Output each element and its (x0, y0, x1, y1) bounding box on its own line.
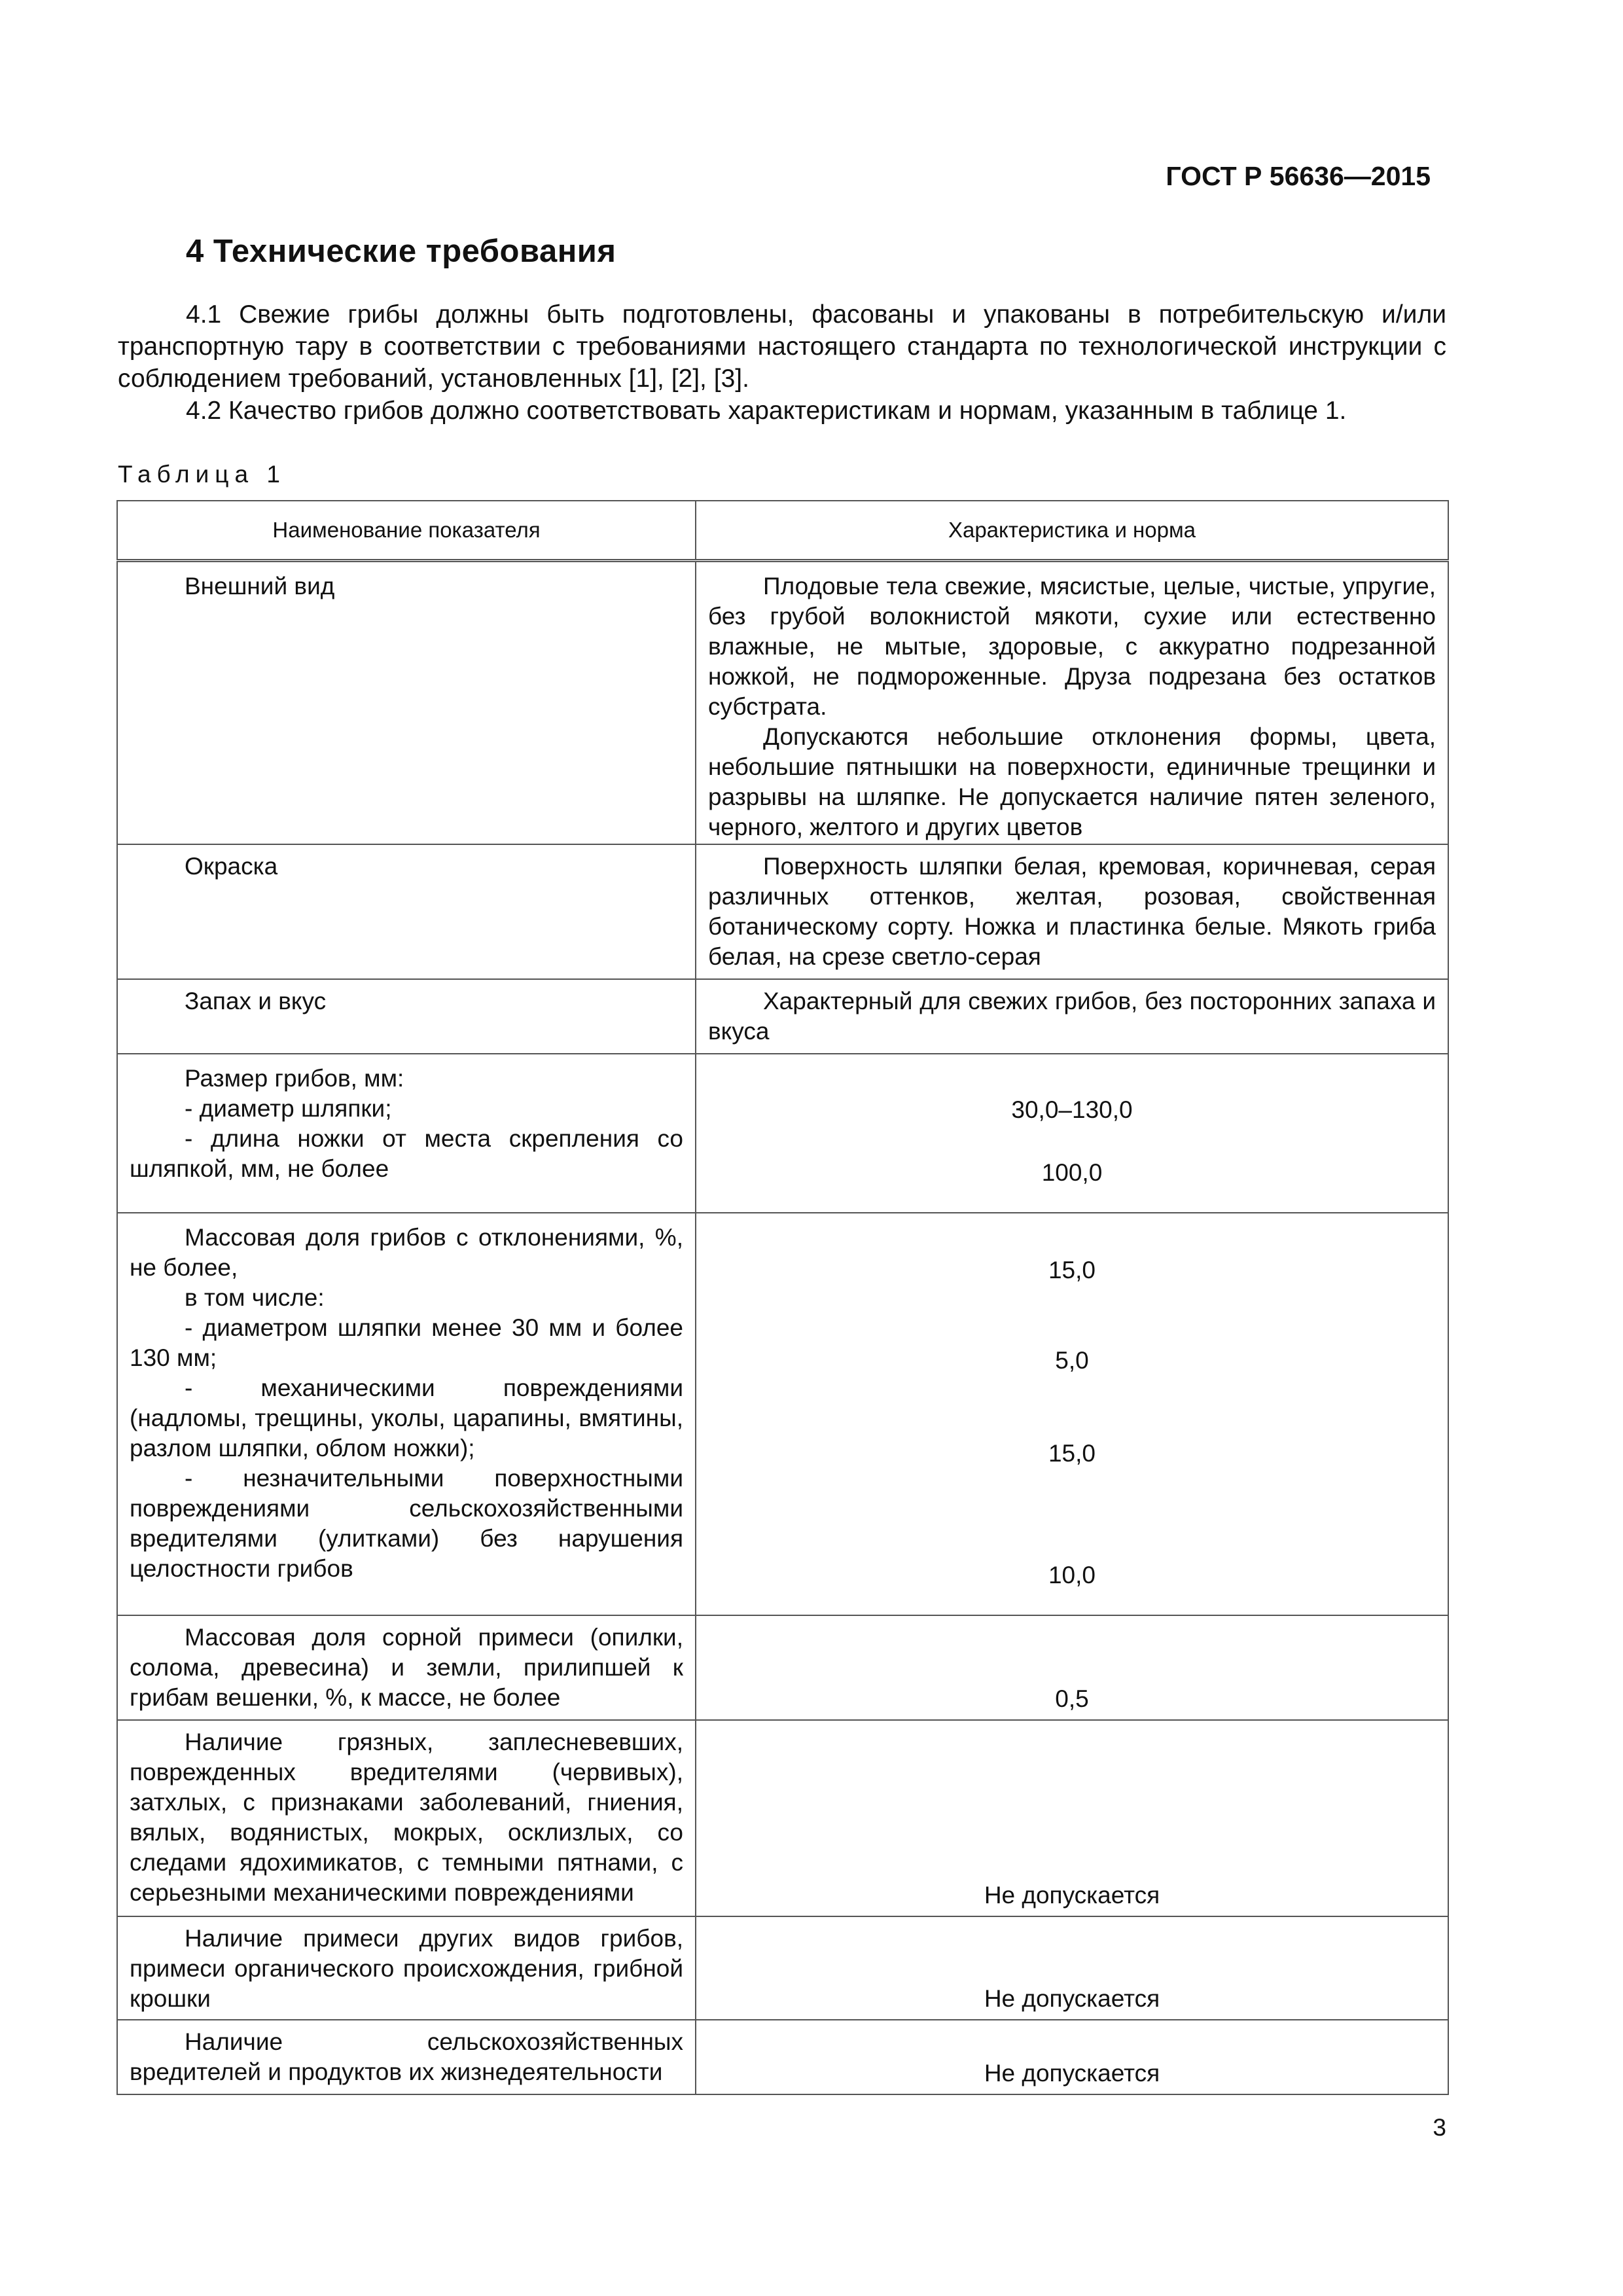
cell-text: - механическими повреждениями (надломы, трещины, уколы, царапины, вмятины, разлом шляпки, облом ножки); (130, 1374, 683, 1462)
cell-text: Поверхность шляпки белая, кремовая, коричневая, серая различных оттенков, желтая, розовая, свойственная ботаническому сорту. Ножка и пластинка белые. Мякоть гриба белая, на срезе светло-серая (708, 852, 1436, 970)
cell-text: Запах и вкус (185, 987, 327, 1014)
paragraph-4-2-text: 4.2 Качество грибов должно соответствовать характеристикам и нормам, указанным в таблице 1. (186, 397, 1347, 425)
row-value-appearance (696, 561, 1448, 844)
row-value-impurity (696, 1615, 1448, 1720)
row-value-other-species (696, 1916, 1448, 2020)
cell-value: 0,5 (1055, 1685, 1089, 1712)
column-header-indicator: Наименование показателя (117, 501, 696, 561)
cell-value: 5,0 (1055, 1346, 1089, 1374)
section-title: 4 Технические требования (186, 234, 616, 269)
cell-text: - незначительными поверхностными повреждениями сельскохозяйственными вредителями (улитками) без нарушения целостности грибов (130, 1464, 683, 1582)
table-header-row (117, 501, 1448, 561)
column-header-norm: Характеристика и норма (696, 501, 1448, 561)
row-value-pests (696, 2020, 1448, 2094)
row-value-color (696, 844, 1448, 979)
cell-text: Массовая доля сорной примеси (опилки, солома, древесина) и земли, прилипшей к грибам вешенки, %, к массе, не более (130, 1623, 683, 1711)
row-name-size (117, 1054, 696, 1213)
table-row (117, 2020, 1448, 2094)
row-name-smell (117, 979, 696, 1054)
cell-text: - диаметр шляпки; (185, 1094, 392, 1122)
row-name-other-species (117, 1916, 696, 2020)
requirements-table (116, 500, 1449, 2095)
table-row (117, 844, 1448, 979)
cell-value: Не допускается (984, 1984, 1160, 2012)
cell-text: Допускаются небольшие отклонения формы, цвета, небольшие пятнышки на поверхности, единичные трещинки и разрывы на шляпке. Не допускается наличие пятен зеленого, черного, желтого и других цветов (708, 723, 1436, 840)
cell-text: Наличие грязных, заплесневевших, поврежденных вредителями (червивых), затхлых, с признаками заболеваний, гниения, вялых, водянистых, мокрых, осклизлых, со следами ядохимикатов, с темными пятнами, с серьезными механическими повреждениями (130, 1728, 683, 1906)
row-value-smell (696, 979, 1448, 1054)
cell-value: Не допускается (984, 2059, 1160, 2087)
row-name-impurity (117, 1615, 696, 1720)
cell-value: Не допускается (984, 1881, 1160, 1909)
table-row (117, 1054, 1448, 1213)
cell-value: 30,0–130,0 (1011, 1096, 1133, 1123)
table-caption: Таблица 1 (118, 461, 286, 488)
cell-text: - диаметром шляпки менее 30 мм и более 130 мм; (130, 1314, 683, 1371)
table-row (117, 1615, 1448, 1720)
row-name-appearance (117, 561, 696, 844)
cell-text: Массовая доля грибов с отклонениями, %, не более, (130, 1223, 683, 1281)
paragraph-4-1-text: 4.1 Свежие грибы должны быть подготовлены, фасованы и упакованы в потребительскую и/или транспортную тару в соответствии с требованиями настоящего стандарта по технологической инструкции с соблюдением требований, установленных [1], [2], [3]. (118, 300, 1446, 393)
table-row (117, 1213, 1448, 1615)
row-value-dirty (696, 1720, 1448, 1916)
document-code: ГОСТ Р 56636—2015 (1166, 161, 1431, 191)
cell-value: 10,0 (1048, 1561, 1096, 1588)
paragraph-4-1 (118, 298, 1446, 395)
cell-text: Размер грибов, мм: (185, 1064, 404, 1092)
cell-text: Окраска (185, 852, 278, 880)
cell-text: Наличие примеси других видов грибов, примеси органического происхождения, грибной крошки (130, 1924, 683, 2012)
cell-text: в том числе: (185, 1283, 325, 1311)
row-value-deviations (696, 1213, 1448, 1615)
row-name-pests (117, 2020, 696, 2094)
table-row (117, 979, 1448, 1054)
row-name-dirty (117, 1720, 696, 1916)
cell-value: 15,0 (1048, 1439, 1096, 1467)
cell-text: Плодовые тела свежие, мясистые, целые, чистые, упругие, без грубой волокнистой мякоти, сухие или естественно влажные, не мытые, здоровые, с аккуратно подрезанной ножкой, не подмороженные. Друза подрезана без остатков субстрата. (708, 573, 1436, 720)
table-row (117, 561, 1448, 844)
row-value-size (696, 1054, 1448, 1213)
cell-text: Наличие сельскохозяйственных вредителей и продуктов их жизнедеятельности (130, 2028, 683, 2085)
table-row (117, 1916, 1448, 2020)
paragraph-4-2 (118, 395, 1446, 427)
page-number: 3 (1433, 2114, 1446, 2141)
cell-value: 100,0 (1041, 1158, 1103, 1186)
table-row (117, 1720, 1448, 1916)
row-name-color (117, 844, 696, 979)
cell-value: 15,0 (1048, 1256, 1096, 1283)
row-name-deviations (117, 1213, 696, 1615)
cell-text: Характерный для свежих грибов, без посторонних запаха и вкуса (708, 987, 1436, 1045)
cell-text: Внешний вид (185, 573, 335, 600)
cell-text: - длина ножки от места скрепления со шляпкой, мм, не более (130, 1124, 683, 1182)
